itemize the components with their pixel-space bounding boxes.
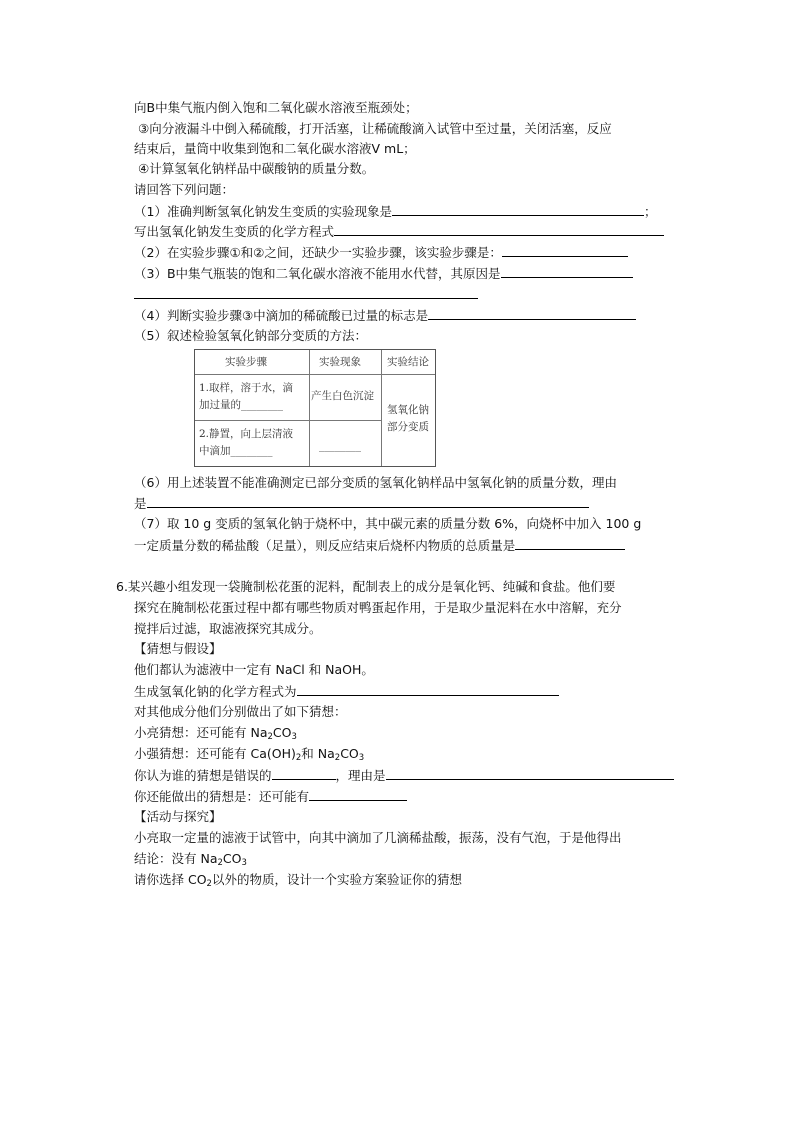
table-cell-step: 1.取样，溶于水，滴加过量的________	[199, 382, 294, 411]
text-line	[134, 871, 462, 893]
equation-line	[134, 682, 559, 701]
table-cell-conclusion: 氢氧化钠部分变质	[387, 404, 429, 433]
question-1b	[134, 222, 664, 241]
wrong-guess-question	[134, 766, 674, 785]
question-text: （1）准确判断氢氧化钠发生变质的实验现象是	[134, 204, 392, 219]
text-line: 请回答下列问题：	[134, 182, 235, 197]
guess-xiaoqiang	[134, 745, 364, 767]
table-header: 实验现象	[319, 356, 361, 368]
text-line: ④计算氢氧化钠样品中碳酸钠的质量分数。	[138, 161, 375, 176]
answer-blank[interactable]	[502, 243, 628, 257]
text: 请你选择 CO	[134, 872, 207, 887]
question-text: 你还能做出的猜想是：还可能有	[134, 789, 310, 804]
q6-title-line: 6.某兴趣小组发现一袋腌制松花蛋的泥料，配制表上的成分是氧化钙、纯碱和食盐。他们要	[116, 579, 616, 594]
question-1a	[134, 202, 656, 221]
question-5: （5）叙述检验氢氧化钠部分变质的方法：	[134, 328, 367, 343]
subscript: 3	[291, 732, 297, 742]
table-divider	[195, 420, 381, 421]
question-7a: （7）取 10 g 变质的氢氧化钠于烧杯中，其中碳元素的质量分数 6%，向烧杯中加入 100 g	[134, 516, 642, 531]
question-text: 你认为谁的猜想是错误的	[134, 768, 272, 783]
answer-blank[interactable]	[309, 787, 407, 801]
question-3	[134, 264, 633, 283]
question-text: （3）B中集气瓶装的饱和二氧化碳水溶液不能用水代替，其原因是	[134, 266, 501, 281]
table-cell-phenomenon: ________	[319, 440, 361, 452]
question-text: 写出氢氧化钠发生变质的化学方程式	[134, 224, 335, 239]
other-guess-question	[134, 787, 407, 806]
section-heading: 【猜想与假设】	[134, 641, 222, 656]
table-header: 实验结论	[387, 356, 429, 368]
subscript: 2	[295, 753, 302, 763]
text: 以外的物质，设计一个实验方案验证你的猜想	[211, 872, 462, 887]
text-line: 结束后，量筒中收集到饱和二氧化碳水溶液V mL；	[134, 141, 416, 156]
q6-title-line: 探究在腌制松花蛋过程中都有哪些物质对鸭蛋起作用，于是取少量泥料在水中溶解，充分	[134, 600, 622, 615]
answer-blank[interactable]	[392, 202, 644, 216]
question-text: 一定质量分数的稀盐酸（足量），则反应结束后烧杯内物质的总质量是	[134, 538, 516, 553]
answer-blank[interactable]	[428, 306, 636, 320]
punctuation: ；	[643, 204, 657, 219]
text: 小亮猜想：还可能有 Na	[134, 725, 268, 740]
subscript: 3	[358, 753, 365, 763]
table-cell-step: 2.静置，向上层清液中滴加________	[199, 428, 294, 457]
text-line: ③向分液漏斗中倒入稀硫酸，打开活塞，让稀硫酸滴入试管中至过量，关闭活塞，反应	[138, 121, 612, 136]
question-text: 生成氢氧化钠的化学方程式为	[134, 684, 297, 699]
question-text: （4）判断实验步骤③中滴加的稀硫酸已过量的标志是	[134, 308, 429, 323]
question-4	[134, 306, 636, 325]
text: 和 Na	[301, 746, 335, 761]
answer-blank[interactable]	[297, 682, 559, 696]
q6-title-line: 搅拌后过滤，取滤液探究其成分。	[134, 621, 322, 636]
question-7b	[134, 536, 625, 555]
answer-blank[interactable]	[334, 222, 664, 236]
text-line: 对其他成分他们分别做出了如下猜想：	[134, 704, 347, 719]
table-divider	[309, 350, 310, 466]
text-line	[134, 850, 247, 872]
answer-blank[interactable]	[147, 494, 589, 508]
text-line: 向B中集气瓶内倒入饱和二氧化碳水溶液至瓶颈处；	[134, 100, 418, 115]
text-line: 小亮取一定量的滤液于试管中，向其中滴加了几滴稀盐酸，振荡，没有气泡，于是他得出	[134, 830, 622, 845]
text: 结论：没有 Na	[134, 851, 218, 866]
table-cell-phenomenon: 产生白色沉淀	[311, 390, 374, 402]
answer-blank[interactable]	[501, 264, 633, 278]
section-heading: 【活动与探究】	[134, 809, 222, 824]
answer-blank[interactable]	[386, 766, 674, 780]
subscript: 3	[241, 858, 247, 868]
subscript: 2	[217, 858, 223, 868]
question-text: ，理由是	[335, 768, 386, 783]
question-2	[134, 243, 628, 262]
text: CO	[272, 725, 292, 740]
subscript: 2	[334, 753, 341, 763]
answer-blank[interactable]	[134, 285, 478, 299]
subscript: 2	[267, 732, 273, 742]
experiment-table	[194, 349, 436, 467]
question-text: 是	[134, 496, 147, 511]
table-divider	[381, 350, 382, 466]
text: CO	[222, 851, 242, 866]
question-3-continuation	[134, 285, 478, 304]
text-line: 他们都认为滤液中一定有 NaCl 和 NaOH。	[134, 662, 374, 677]
text: 小强猜想：还可能有 Ca(OH)	[134, 746, 296, 761]
guess-xiaoliang	[134, 724, 297, 746]
answer-blank[interactable]	[515, 536, 625, 550]
table-divider	[195, 374, 435, 375]
text: CO	[340, 746, 359, 761]
question-6b	[134, 494, 589, 513]
question-6a: （6）用上述装置不能准确测定已部分变质的氢氧化钠样品中氢氧化钠的质量分数，理由	[134, 475, 617, 490]
question-text: （2）在实验步骤①和②之间，还缺少一实验步骤，该实验步骤是：	[134, 245, 502, 260]
subscript: 2	[206, 879, 212, 889]
answer-blank[interactable]	[272, 766, 336, 780]
table-header: 实验步骤	[225, 356, 267, 368]
